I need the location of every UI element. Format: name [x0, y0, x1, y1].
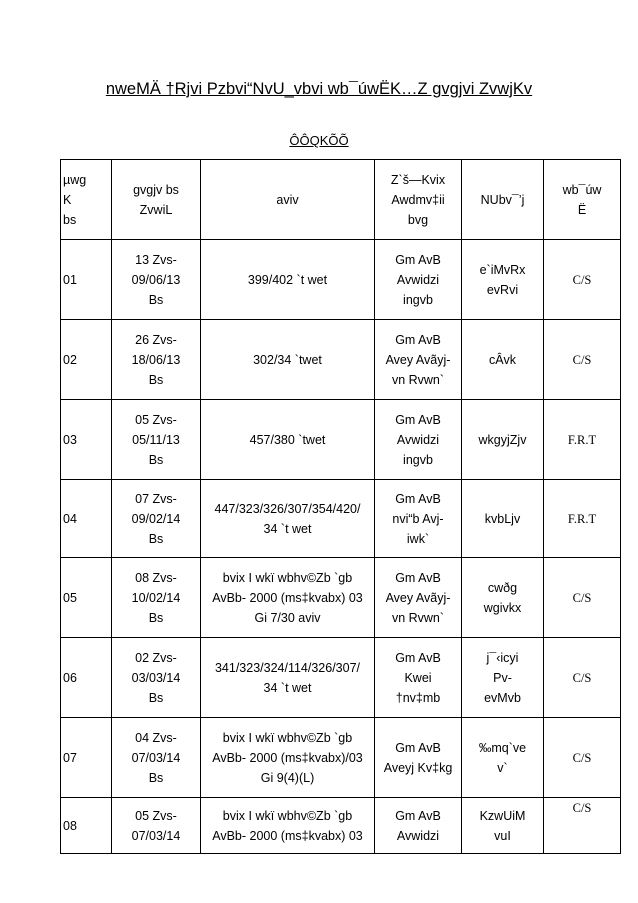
cell-line: evMvb	[484, 690, 521, 705]
table-row	[61, 718, 621, 798]
cell-case-date	[112, 638, 201, 718]
table-row	[61, 638, 621, 718]
cell-line: K	[63, 192, 72, 207]
document-title: nweMÄ †Rjvi Pzbvi“NvU_vbvi wb¯úwËK…Z gvgjvi ZvwjKv	[105, 80, 533, 98]
cell-status	[544, 480, 621, 558]
cell-line: 02 Zvs-	[135, 650, 177, 665]
cell-line: 18/06/13	[131, 352, 181, 367]
cell-status	[544, 718, 621, 798]
cell-line: evRvi	[486, 282, 519, 297]
cell-status	[544, 558, 621, 638]
cell-officer	[375, 320, 462, 400]
cell-line: Aveyj Kv‡kg	[383, 760, 453, 775]
cell-line: 34 `t wet	[263, 521, 312, 536]
cell-line: Bs	[148, 610, 164, 625]
table-row	[61, 798, 621, 854]
cell-officer	[375, 798, 462, 854]
cell-line: 399/402 `t wet	[247, 272, 328, 287]
cell-line: Avwidzi	[396, 272, 440, 287]
cell-line: Z`š—Kvix	[390, 172, 446, 187]
cell-line: 09/06/13	[131, 272, 181, 287]
cell-officer	[375, 558, 462, 638]
cell-line: Awdmv‡ii	[391, 192, 445, 207]
cell-case-date	[112, 240, 201, 320]
cell-officer	[375, 638, 462, 718]
cell-line: e`iMvRx	[479, 262, 526, 277]
table-row	[61, 320, 621, 400]
cell-status	[544, 798, 621, 854]
cell-line: ZvwiL	[139, 202, 173, 217]
cell-line: C/S	[572, 590, 592, 605]
cell-place	[462, 480, 544, 558]
cell-line: 07	[63, 750, 77, 765]
cell-line: F.R.T	[567, 511, 597, 526]
header-case-date	[112, 160, 201, 240]
cell-line: 05 Zvs-	[135, 412, 177, 427]
cell-status	[544, 400, 621, 480]
cell-line: ingvb	[403, 452, 433, 467]
cell-line: Gm AvB	[395, 740, 441, 755]
cell-line: aviv	[276, 192, 299, 207]
table-row	[61, 558, 621, 638]
cell-serial	[61, 718, 112, 798]
cell-line: 04	[63, 511, 77, 526]
cell-line: wgivkx	[483, 600, 522, 615]
cell-line: Bs	[148, 452, 164, 467]
cell-line: 341/323/324/114/326/307/	[214, 660, 361, 675]
cell-serial	[61, 480, 112, 558]
cell-line: 08	[63, 818, 77, 833]
cell-line: C/S	[572, 801, 592, 815]
cell-officer	[375, 718, 462, 798]
cell-serial	[61, 638, 112, 718]
header-section	[201, 160, 375, 240]
cell-line: j¯‹icyi	[486, 650, 519, 665]
cell-line: 01	[63, 272, 77, 287]
cell-line: 10/02/14	[131, 590, 181, 605]
cell-line: 07/03/14	[131, 750, 181, 765]
cell-status	[544, 240, 621, 320]
cell-line: vn Rvwn`	[391, 372, 445, 387]
cell-line: vn Rvwn`	[391, 610, 445, 625]
cell-section	[201, 718, 375, 798]
cell-place	[462, 798, 544, 854]
cell-serial	[61, 798, 112, 854]
cell-line: C/S	[572, 352, 592, 367]
cell-line: vuI	[494, 828, 511, 843]
cell-line: Gm AvB	[395, 332, 441, 347]
cell-place	[462, 400, 544, 480]
cell-line: Avey Avãyj-	[385, 352, 451, 367]
cell-line: C/S	[572, 272, 592, 287]
cell-case-date	[112, 718, 201, 798]
cell-officer	[375, 480, 462, 558]
cell-line: bvix I wkï wbhv©Zb `gb	[222, 808, 353, 823]
cell-line: 08 Zvs-	[135, 570, 177, 585]
cell-line: Gm AvB	[395, 570, 441, 585]
cell-line: Pv-	[493, 670, 512, 685]
cell-place	[462, 320, 544, 400]
cell-line: NUbv¯’j	[480, 192, 525, 207]
cell-line: AvBb- 2000 (ms‡kvabx) 03	[212, 828, 363, 843]
cell-line: F.R.T	[567, 432, 597, 447]
cell-section	[201, 240, 375, 320]
cell-serial	[61, 240, 112, 320]
cell-line: AvBb- 2000 (ms‡kvabx)/03	[212, 750, 363, 765]
cell-line: 07/03/14	[131, 828, 181, 843]
header-officer	[375, 160, 462, 240]
cell-place	[462, 638, 544, 718]
cell-line: 02	[63, 352, 77, 367]
cell-serial	[61, 558, 112, 638]
cell-line: 26 Zvs-	[135, 332, 177, 347]
cell-section	[201, 638, 375, 718]
header-status	[544, 160, 621, 240]
cell-officer	[375, 240, 462, 320]
table-row	[61, 240, 621, 320]
cell-line: gvgjv bs	[133, 182, 179, 197]
cell-line: Gm AvB	[395, 252, 441, 267]
cell-line: †nv‡mb	[395, 690, 441, 705]
cell-place	[462, 240, 544, 320]
cell-line: Gm AvB	[395, 491, 441, 506]
cell-line: cwðg	[487, 580, 518, 595]
cell-section	[201, 320, 375, 400]
cell-line: C/S	[572, 670, 592, 685]
cell-line: 302/34 `twet	[253, 352, 322, 367]
cell-line: 34 `t wet	[263, 680, 312, 695]
cell-line: Bs	[148, 690, 164, 705]
cell-line: 04 Zvs-	[135, 730, 177, 745]
cell-line: nvi“b Avj-	[392, 511, 444, 526]
cell-officer	[375, 400, 462, 480]
cell-case-date	[112, 558, 201, 638]
cell-section	[201, 400, 375, 480]
cell-case-date	[112, 320, 201, 400]
cell-line: 03/03/14	[131, 670, 181, 685]
cell-line: Gm AvB	[395, 808, 441, 823]
cell-line: bvix I wkï wbhv©Zb `gb	[222, 570, 353, 585]
cell-line: ‰mq`ve	[478, 740, 527, 755]
cell-line: Avey Avãyj-	[385, 590, 451, 605]
cell-place	[462, 718, 544, 798]
cell-line: C/S	[572, 750, 592, 765]
cell-line: Gi 9(4)(L)	[260, 770, 315, 785]
cell-line: Bs	[148, 292, 164, 307]
cell-line: bs	[63, 212, 77, 227]
cell-status	[544, 638, 621, 718]
cell-line: µwg	[63, 172, 87, 187]
table-header-row	[61, 160, 621, 240]
cell-line: Bs	[148, 770, 164, 785]
cell-serial	[61, 320, 112, 400]
cell-line: AvBb- 2000 (ms‡kvabx) 03	[212, 590, 363, 605]
case-table	[60, 159, 621, 854]
document-subtitle: ÔÔQKÕÕ	[289, 133, 349, 148]
cell-line: 447/323/326/307/354/420/	[214, 501, 361, 516]
cell-line: wb¯úw	[562, 182, 602, 197]
cell-line: Avwidzi	[396, 828, 440, 843]
cell-case-date	[112, 400, 201, 480]
cell-line: 05/11/13	[132, 432, 180, 447]
cell-line: bvix I wkï wbhv©Zb `gb	[222, 730, 353, 745]
cell-line: Bs	[148, 372, 164, 387]
cell-place	[462, 558, 544, 638]
header-serial	[61, 160, 112, 240]
cell-line: Gi 7/30 aviv	[254, 610, 321, 625]
cell-line: Avwidzi	[396, 432, 440, 447]
cell-line: iwk`	[406, 531, 430, 546]
cell-status	[544, 320, 621, 400]
cell-line: 05 Zvs-	[135, 808, 177, 823]
table-row	[61, 480, 621, 558]
cell-line: 03	[63, 432, 77, 447]
cell-line: 05	[63, 590, 77, 605]
cell-line: cÂvk	[488, 352, 517, 367]
cell-line: wkgyjZjv	[478, 432, 527, 447]
cell-line: v`	[497, 760, 508, 775]
cell-section	[201, 480, 375, 558]
cell-line: 06	[63, 670, 77, 685]
cell-line: Kwei	[404, 670, 432, 685]
cell-line: 13 Zvs-	[135, 252, 177, 267]
cell-line: KzwUiM	[479, 808, 526, 823]
table-row	[61, 400, 621, 480]
cell-line: 07 Zvs-	[135, 491, 177, 506]
cell-section	[201, 558, 375, 638]
header-place	[462, 160, 544, 240]
cell-line: Gm AvB	[395, 412, 441, 427]
cell-line: ingvb	[403, 292, 433, 307]
cell-line: Gm AvB	[395, 650, 441, 665]
cell-line: Ë	[577, 202, 587, 217]
cell-line: Bs	[148, 531, 164, 546]
cell-case-date	[112, 798, 201, 854]
cell-serial	[61, 400, 112, 480]
cell-section	[201, 798, 375, 854]
cell-line: bvg	[407, 212, 429, 227]
cell-case-date	[112, 480, 201, 558]
cell-line: 457/380 `twet	[249, 432, 326, 447]
cell-line: kvbLjv	[484, 511, 521, 526]
cell-line: 09/02/14	[131, 511, 181, 526]
